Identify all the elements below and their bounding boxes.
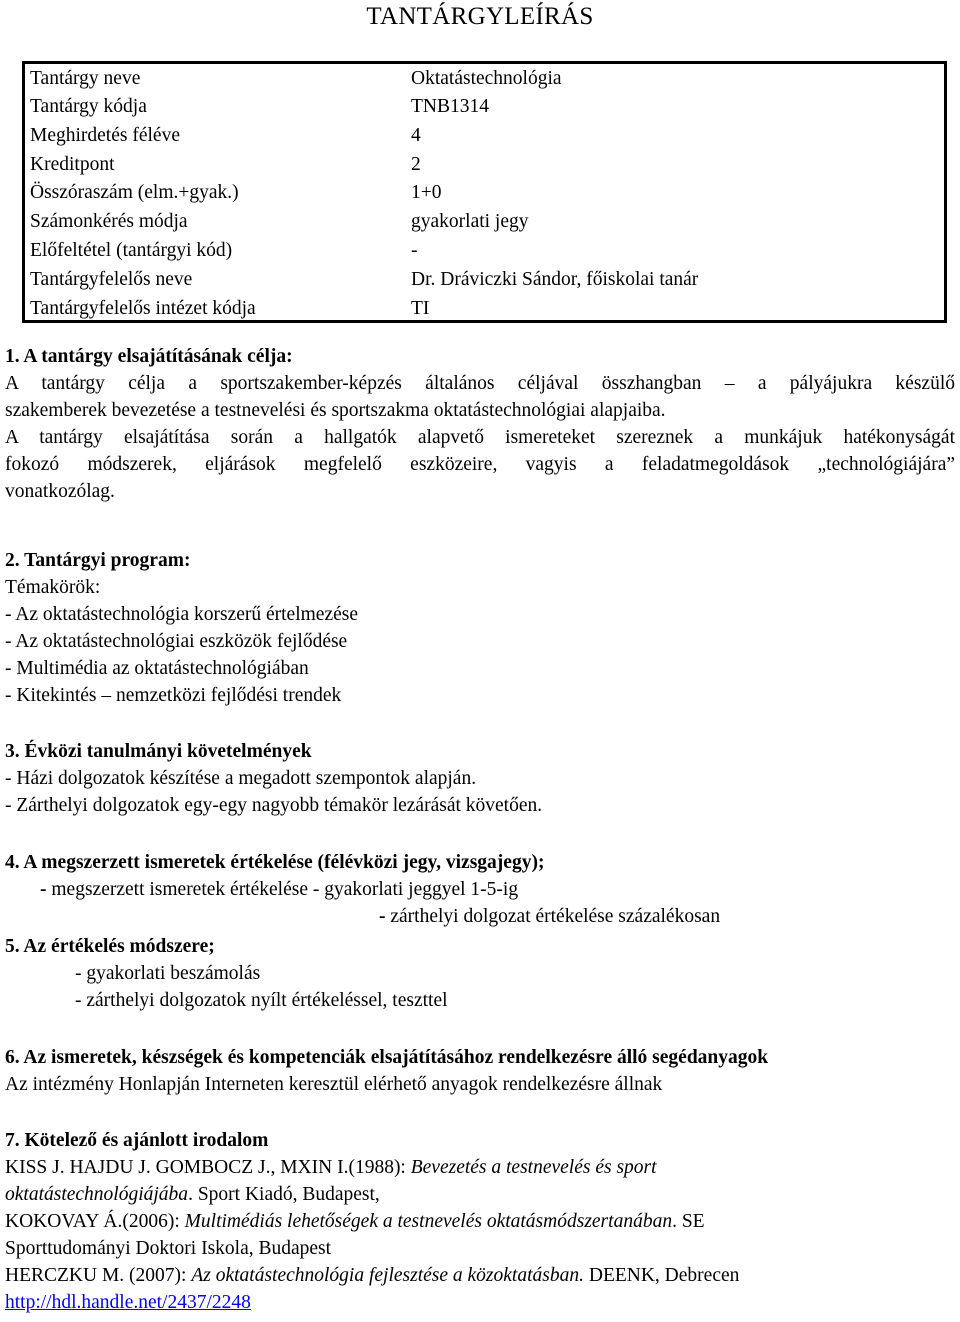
info-row-credits xyxy=(30,151,940,179)
info-label: Kreditpont xyxy=(30,154,115,175)
info-row-subject-code xyxy=(30,93,940,121)
ref-authors: HERCZKU M. (2007): xyxy=(5,1265,192,1286)
section-program xyxy=(5,547,955,709)
reference-3 xyxy=(5,1262,955,1289)
section-requirements xyxy=(5,738,955,819)
ref-title: Multimédiás lehetőségek a testnevelés oktatásmódszertanában xyxy=(184,1211,673,1232)
list-item: - Multimédia az oktatástechnológiában xyxy=(5,658,309,679)
section-heading: 2. Tantárgyi program: xyxy=(5,550,191,571)
paragraph-line: szakemberek bevezetése a testnevelési és sportszakma oktatástechnológiai alapjaiba. xyxy=(5,400,666,421)
info-label: Tantárgyfelelős neve xyxy=(30,269,193,290)
info-value: TNB1314 xyxy=(411,96,489,117)
section-heading: 6. Az ismeretek, készségek és kompetenciák elsajátításához rendelkezésre álló segédanyagok xyxy=(5,1047,769,1068)
info-value: - xyxy=(411,240,418,261)
section-heading: 1. A tantárgy elsajátításának célja: xyxy=(5,346,293,367)
section-literature xyxy=(5,1127,955,1316)
list-item: - Az oktatástechnológiai eszközök fejlődése xyxy=(5,631,348,652)
section-heading: 4. A megszerzett ismeretek értékelése (félévközi jegy, vizsgajegy); xyxy=(5,852,545,873)
section-heading: 3. Évközi tanulmányi követelmények xyxy=(5,741,312,762)
info-row-assessment-type xyxy=(30,208,940,236)
ref-title: Az oktatástechnológia fejlesztése a közoktatásban. xyxy=(191,1265,584,1286)
info-label: Számonkérés módja xyxy=(30,211,188,232)
ref-authors: KISS J. HAJDU J. GOMBOCZ J., MXIN I.(1988): xyxy=(5,1157,411,1178)
info-row-prerequisite xyxy=(30,237,940,265)
info-value: Oktatástechnológia xyxy=(411,68,562,89)
paragraph-line: vonatkozólag. xyxy=(5,481,115,502)
info-row-subject-name xyxy=(30,65,940,93)
ref-authors: KOKOVAY Á.(2006): xyxy=(5,1211,185,1232)
handle-link[interactable]: http://hdl.handle.net/2437/2248 xyxy=(5,1292,251,1313)
list-item: - gyakorlati beszámolás xyxy=(75,963,261,984)
info-label: Tantárgyfelelős intézet kódja xyxy=(30,298,256,319)
info-row-institute-code xyxy=(30,295,940,323)
reference-link-line xyxy=(5,1289,955,1316)
ref-publisher: . SE xyxy=(672,1211,705,1232)
info-label: Tantárgy neve xyxy=(30,68,141,89)
info-value: TI xyxy=(411,298,430,319)
info-label: Összóraszám (elm.+gyak.) xyxy=(30,182,239,203)
info-row-responsible-person xyxy=(30,266,940,294)
list-text: zárthelyi dolgozat értékelése százalékosan xyxy=(385,906,721,927)
reference-2 xyxy=(5,1208,955,1235)
section-objectives xyxy=(5,343,955,505)
document-title: TANTÁRGYLEÍRÁS xyxy=(366,3,594,30)
reference-2-cont: Sporttudományi Doktori Iskola, Budapest xyxy=(5,1238,332,1259)
info-value: 2 xyxy=(411,154,421,175)
section-method xyxy=(5,933,955,1014)
ref-publisher: DEENK, Debrecen xyxy=(583,1265,740,1286)
paragraph-line: A tantárgy elsajátítása során a hallgatók alapvető ismereteket szereznek a munkájuk hatékonyságát xyxy=(5,427,955,448)
paragraph-line: fokozó módszerek, eljárások megfelelő eszközeire, vagyis a feladatmegoldások „technológiájára” xyxy=(5,454,955,475)
list-item: - Házi dolgozatok készítése a megadott szempontok alapján. xyxy=(5,768,477,789)
paragraph-line: Az intézmény Honlapján Interneten keresztül elérhető anyagok rendelkezésre állnak xyxy=(5,1074,663,1095)
info-label: Tantárgy kódja xyxy=(30,96,147,117)
section-heading: 7. Kötelező és ajánlott irodalom xyxy=(5,1130,269,1151)
list-item: - Zárthelyi dolgozatok egy-egy nagyobb témakör lezárását követően. xyxy=(5,795,543,816)
ref-title: Bevezetés a testnevelés és sport xyxy=(410,1157,657,1178)
list-dash: - xyxy=(379,906,386,927)
list-dash: - xyxy=(40,879,47,900)
info-value: 4 xyxy=(411,125,421,146)
info-value: Dr. Dráviczki Sándor, főiskolai tanár xyxy=(411,269,699,290)
list-item: - Az oktatástechnológia korszerű értelmezése xyxy=(5,604,359,625)
reference-1 xyxy=(5,1154,955,1181)
info-row-semester xyxy=(30,122,940,150)
list-item: - zárthelyi dolgozatok nyílt értékeléssel, teszttel xyxy=(75,990,448,1011)
ref-title: oktatástechnológiájába xyxy=(5,1184,189,1205)
section-materials xyxy=(5,1044,955,1098)
section-heading: 5. Az értékelés módszere; xyxy=(5,936,215,957)
paragraph-line: A tantárgy célja a sportszakember-képzés általános céljával összhangban – a pályájukra készülő xyxy=(5,373,955,394)
info-label: Meghirdetés féléve xyxy=(30,125,180,146)
list-item xyxy=(5,903,955,930)
course-info-table xyxy=(22,61,947,323)
info-label: Előfeltétel (tantárgyi kód) xyxy=(30,240,233,261)
ref-publisher: . Sport Kiadó, Budapest, xyxy=(188,1184,380,1205)
list-text: megszerzett ismeretek értékelése - gyakorlati jeggyel 1-5-ig xyxy=(46,879,519,900)
info-row-total-hours xyxy=(30,179,940,207)
reference-1-cont xyxy=(5,1181,955,1208)
info-value: 1+0 xyxy=(411,182,442,203)
info-value: gyakorlati jegy xyxy=(411,211,529,232)
list-item: - Kitekintés – nemzetközi fejlődési trendek xyxy=(5,685,342,706)
list-item xyxy=(5,876,955,903)
section-subheading: Témakörök: xyxy=(5,577,101,598)
section-evaluation xyxy=(5,849,955,930)
